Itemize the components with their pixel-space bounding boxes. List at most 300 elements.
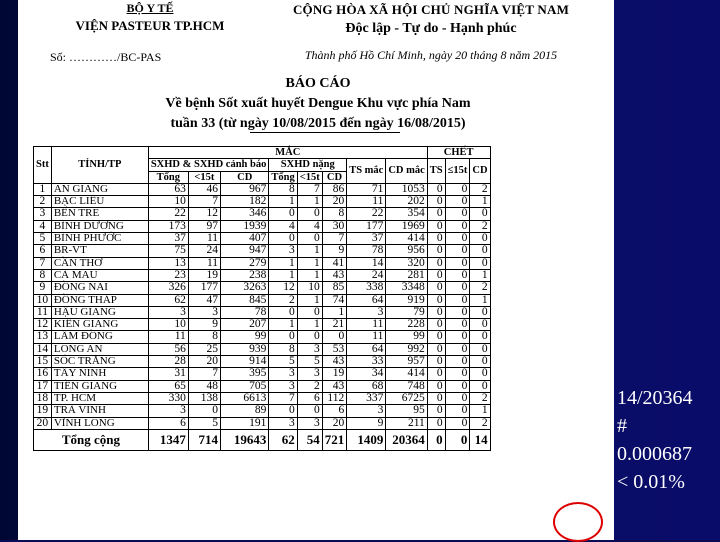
table-row xyxy=(34,417,491,429)
table-cell: 10 xyxy=(148,196,188,208)
title-line-1: BÁO CÁO xyxy=(285,76,351,91)
province-name: CÀ MAU xyxy=(51,269,148,281)
table-cell: 5 xyxy=(297,356,322,368)
table-cell: 6 xyxy=(297,392,322,404)
table-row xyxy=(34,183,491,195)
table-cell: 0 xyxy=(269,405,297,417)
row-index: 20 xyxy=(34,417,52,429)
table-row xyxy=(34,233,491,245)
table-cell: 75 xyxy=(148,245,188,257)
note-line-4: < 0.01% xyxy=(617,471,685,493)
table-cell: 5 xyxy=(188,417,220,429)
total-cell: 14 xyxy=(470,429,490,450)
table-cell: 1939 xyxy=(221,220,269,232)
note-line-3: 0.000687 xyxy=(617,443,692,465)
table-cell: 10 xyxy=(297,282,322,294)
table-row xyxy=(34,405,491,417)
table-cell: 330 xyxy=(148,392,188,404)
table-cell: 0 xyxy=(427,343,445,355)
col-ts-chet: TS xyxy=(427,159,445,184)
table-row xyxy=(34,343,491,355)
row-index: 6 xyxy=(34,245,52,257)
table-row xyxy=(34,306,491,318)
document-number: Số: …………/BC-PAS xyxy=(50,50,162,64)
table-cell: 23 xyxy=(148,269,188,281)
table-cell: 62 xyxy=(148,294,188,306)
table-cell: 0 xyxy=(322,331,347,343)
total-cell: 62 xyxy=(269,429,297,450)
table-cell: 0 xyxy=(445,405,470,417)
table-cell: 914 xyxy=(221,356,269,368)
table-cell: 11 xyxy=(347,196,386,208)
col-cd: CD xyxy=(221,171,269,183)
total-row xyxy=(34,429,491,450)
row-index: 12 xyxy=(34,319,52,331)
group-sxhd-cb: SXHD & SXHD cảnh báo xyxy=(148,159,269,171)
table-cell: 24 xyxy=(188,245,220,257)
province-name: TÂY NINH xyxy=(51,368,148,380)
total-cell: 0 xyxy=(445,429,470,450)
table-cell: 337 xyxy=(347,392,386,404)
table-cell: 0 xyxy=(427,417,445,429)
table-cell: 1 xyxy=(297,196,322,208)
province-name: LÂM ĐỒNG xyxy=(51,331,148,343)
table-cell: 0 xyxy=(470,380,490,392)
table-cell: 0 xyxy=(427,183,445,195)
table-cell: 21 xyxy=(322,319,347,331)
row-index: 18 xyxy=(34,392,52,404)
table-cell: 14 xyxy=(347,257,386,269)
row-index: 2 xyxy=(34,196,52,208)
table-cell: 3 xyxy=(269,245,297,257)
table-cell: 41 xyxy=(322,257,347,269)
table-cell: 10 xyxy=(148,319,188,331)
table-cell: 0 xyxy=(297,208,322,220)
table-cell: 0 xyxy=(297,306,322,318)
national-motto: Độc lập - Tự do - Hạnh phúc xyxy=(345,21,517,36)
table-row xyxy=(34,331,491,343)
table-cell: 63 xyxy=(148,183,188,195)
table-cell: 11 xyxy=(148,331,188,343)
table-cell: 992 xyxy=(386,343,427,355)
table-cell: 78 xyxy=(347,245,386,257)
table-cell: 0 xyxy=(427,405,445,417)
total-cell: 19643 xyxy=(221,429,269,450)
table-row xyxy=(34,282,491,294)
table-cell: 1053 xyxy=(386,183,427,195)
province-name: AN GIANG xyxy=(51,183,148,195)
table-cell: 89 xyxy=(221,405,269,417)
table-cell: 0 xyxy=(470,245,490,257)
province-name: ĐỒNG NAI xyxy=(51,282,148,294)
table-cell: 0 xyxy=(269,306,297,318)
table-cell: 0 xyxy=(427,294,445,306)
col-province: TỈNH/TP xyxy=(51,147,148,184)
table-row xyxy=(34,380,491,392)
table-row xyxy=(34,257,491,269)
table-cell: 939 xyxy=(221,343,269,355)
col-tong-nang: Tổng xyxy=(269,171,297,183)
table-cell: 12 xyxy=(269,282,297,294)
table-cell: 97 xyxy=(188,220,220,232)
table-cell: 0 xyxy=(445,368,470,380)
col-lt15: <15t xyxy=(188,171,220,183)
table-cell: 0 xyxy=(427,380,445,392)
table-cell: 33 xyxy=(347,356,386,368)
col-cd-mac: CD mắc xyxy=(386,159,427,184)
table-cell: 0 xyxy=(188,405,220,417)
table-cell: 79 xyxy=(386,306,427,318)
table-cell: 0 xyxy=(269,208,297,220)
table-cell: 138 xyxy=(188,392,220,404)
table-cell: 0 xyxy=(445,208,470,220)
table-cell: 3 xyxy=(297,343,322,355)
table-cell: 0 xyxy=(470,306,490,318)
province-name: BẾN TRE xyxy=(51,208,148,220)
table-cell: 2 xyxy=(269,294,297,306)
col-lt15-nang: <15t xyxy=(297,171,322,183)
row-index: 9 xyxy=(34,282,52,294)
row-index: 14 xyxy=(34,343,52,355)
table-cell: 919 xyxy=(386,294,427,306)
table-cell: 3348 xyxy=(386,282,427,294)
table-cell: 11 xyxy=(188,257,220,269)
table-cell: 37 xyxy=(347,233,386,245)
table-cell: 845 xyxy=(221,294,269,306)
table-cell: 30 xyxy=(322,220,347,232)
side-note xyxy=(617,384,693,496)
table-cell: 0 xyxy=(445,306,470,318)
highlight-circle xyxy=(553,502,603,542)
table-row xyxy=(34,356,491,368)
table-cell: 7 xyxy=(322,233,347,245)
table-cell: 99 xyxy=(386,331,427,343)
table-cell: 0 xyxy=(445,380,470,392)
table-cell: 8 xyxy=(269,343,297,355)
table-cell: 1 xyxy=(269,257,297,269)
table-cell: 3 xyxy=(347,405,386,417)
table-cell: 0 xyxy=(470,343,490,355)
table-cell: 0 xyxy=(445,183,470,195)
table-cell: 0 xyxy=(297,331,322,343)
table-row xyxy=(34,294,491,306)
table-cell: 0 xyxy=(427,208,445,220)
table-cell: 967 xyxy=(221,183,269,195)
table-cell: 1 xyxy=(470,294,490,306)
table-cell: 0 xyxy=(470,233,490,245)
note-line-1: 14/20364 xyxy=(617,387,693,409)
table-cell: 71 xyxy=(347,183,386,195)
table-cell: 20 xyxy=(188,356,220,368)
col-stt: Stt xyxy=(34,147,52,184)
table-cell: 74 xyxy=(322,294,347,306)
table-cell: 173 xyxy=(148,220,188,232)
table-cell: 3 xyxy=(269,417,297,429)
col-cd-nang: CD xyxy=(322,171,347,183)
header-left xyxy=(40,0,260,64)
table-cell: 13 xyxy=(148,257,188,269)
table-cell: 0 xyxy=(427,245,445,257)
table-cell: 354 xyxy=(386,208,427,220)
table-row xyxy=(34,245,491,257)
table-cell: 0 xyxy=(297,405,322,417)
table-row xyxy=(34,392,491,404)
table-cell: 1 xyxy=(269,196,297,208)
table-cell: 414 xyxy=(386,368,427,380)
header-right xyxy=(266,0,596,65)
table-cell: 6613 xyxy=(221,392,269,404)
table-cell: 8 xyxy=(188,331,220,343)
row-index: 13 xyxy=(34,331,52,343)
table-cell: 0 xyxy=(445,343,470,355)
table-cell: 0 xyxy=(427,196,445,208)
row-index: 17 xyxy=(34,380,52,392)
table-cell: 4 xyxy=(269,220,297,232)
table-cell: 957 xyxy=(386,356,427,368)
col-cd-chet: CD xyxy=(470,159,490,184)
table-cell: 0 xyxy=(445,319,470,331)
table-cell: 0 xyxy=(427,282,445,294)
table-cell: 0 xyxy=(427,319,445,331)
table-cell: 414 xyxy=(386,233,427,245)
table-cell: 7 xyxy=(269,392,297,404)
table-cell: 48 xyxy=(188,380,220,392)
table-cell: 1 xyxy=(470,405,490,417)
province-name: CẦN THƠ xyxy=(51,257,148,269)
table-cell: 47 xyxy=(188,294,220,306)
table-row xyxy=(34,196,491,208)
table-cell: 0 xyxy=(427,331,445,343)
table-cell: 34 xyxy=(347,368,386,380)
table-cell: 20 xyxy=(322,196,347,208)
table-cell: 43 xyxy=(322,269,347,281)
ministry-name: BỘ Y TẾ xyxy=(126,1,174,15)
table-cell: 191 xyxy=(221,417,269,429)
col-ts-mac: TS mắc xyxy=(347,159,386,184)
total-cell: 1409 xyxy=(347,429,386,450)
table-cell: 6 xyxy=(148,417,188,429)
table-row xyxy=(34,269,491,281)
table-cell: 0 xyxy=(470,368,490,380)
table-cell: 11 xyxy=(347,319,386,331)
row-index: 7 xyxy=(34,257,52,269)
table-cell: 338 xyxy=(347,282,386,294)
table-cell: 0 xyxy=(445,282,470,294)
table-cell: 0 xyxy=(427,220,445,232)
table-cell: 25 xyxy=(188,343,220,355)
table-cell: 3 xyxy=(269,368,297,380)
table-cell: 182 xyxy=(221,196,269,208)
table-cell: 3 xyxy=(269,380,297,392)
table-cell: 4 xyxy=(297,220,322,232)
table-cell: 6 xyxy=(322,405,347,417)
table-row xyxy=(34,220,491,232)
province-name: BÌNH DƯƠNG xyxy=(51,220,148,232)
row-index: 5 xyxy=(34,233,52,245)
table-cell: 0 xyxy=(445,392,470,404)
table-cell: 0 xyxy=(427,392,445,404)
table-cell: 407 xyxy=(221,233,269,245)
table-cell: 0 xyxy=(445,269,470,281)
table-cell: 28 xyxy=(148,356,188,368)
title-divider xyxy=(250,132,400,133)
row-index: 19 xyxy=(34,405,52,417)
col-le15-chet: ≤15t xyxy=(445,159,470,184)
institute-name: VIỆN PASTEUR TP.HCM xyxy=(75,18,225,33)
table-cell: 1 xyxy=(297,269,322,281)
table-cell: 0 xyxy=(470,331,490,343)
table-cell: 1 xyxy=(269,269,297,281)
table-cell: 0 xyxy=(297,233,322,245)
table-cell: 0 xyxy=(445,417,470,429)
table-cell: 7 xyxy=(188,196,220,208)
table-cell: 7 xyxy=(188,368,220,380)
group-chet: CHẾT xyxy=(427,147,490,159)
table-cell: 395 xyxy=(221,368,269,380)
province-name: SÓC TRĂNG xyxy=(51,356,148,368)
province-name: HẬU GIANG xyxy=(51,306,148,318)
table-cell: 0 xyxy=(445,196,470,208)
table-cell: 0 xyxy=(269,331,297,343)
province-name: ĐỒNG THÁP xyxy=(51,294,148,306)
province-name: KIÊN GIANG xyxy=(51,319,148,331)
table-row xyxy=(34,208,491,220)
table-cell: 320 xyxy=(386,257,427,269)
total-cell: 714 xyxy=(188,429,220,450)
row-index: 4 xyxy=(34,220,52,232)
province-name: BẠC LIÊU xyxy=(51,196,148,208)
table-cell: 9 xyxy=(322,245,347,257)
table-cell: 1 xyxy=(322,306,347,318)
table-cell: 326 xyxy=(148,282,188,294)
table-cell: 705 xyxy=(221,380,269,392)
table-cell: 0 xyxy=(470,208,490,220)
table-cell: 0 xyxy=(427,306,445,318)
total-label: Tổng cộng xyxy=(34,429,149,450)
table-cell: 0 xyxy=(445,220,470,232)
table-cell: 86 xyxy=(322,183,347,195)
table-cell: 64 xyxy=(347,343,386,355)
table-cell: 5 xyxy=(269,356,297,368)
table-cell: 2 xyxy=(470,220,490,232)
table-cell: 0 xyxy=(470,257,490,269)
table-cell: 11 xyxy=(347,331,386,343)
table-cell: 2 xyxy=(470,417,490,429)
table-cell: 1 xyxy=(297,294,322,306)
province-name: BÌNH PHƯỚC xyxy=(51,233,148,245)
group-sxhd-nang: SXHD nặng xyxy=(269,159,347,171)
table-cell: 19 xyxy=(322,368,347,380)
table-cell: 3 xyxy=(297,368,322,380)
title-line-2: Về bệnh Sốt xuất huyết Dengue Khu vực phía Nam xyxy=(165,96,471,111)
province-name: TP. HCM xyxy=(51,392,148,404)
table-cell: 6725 xyxy=(386,392,427,404)
total-cell: 54 xyxy=(297,429,322,450)
table-cell: 3263 xyxy=(221,282,269,294)
table-cell: 78 xyxy=(221,306,269,318)
total-cell: 721 xyxy=(322,429,347,450)
col-tong: Tổng xyxy=(148,171,188,183)
row-index: 16 xyxy=(34,368,52,380)
row-index: 10 xyxy=(34,294,52,306)
table-cell: 2 xyxy=(470,183,490,195)
report-date: Thành phố Hồ Chí Minh, ngày 20 tháng 8 năm 2015 xyxy=(304,48,558,62)
total-cell: 1347 xyxy=(148,429,188,450)
table-cell: 3 xyxy=(148,306,188,318)
table-cell: 1 xyxy=(470,269,490,281)
table-row xyxy=(34,368,491,380)
table-cell: 238 xyxy=(221,269,269,281)
report-title xyxy=(118,74,518,134)
table-cell: 53 xyxy=(322,343,347,355)
table-cell: 3 xyxy=(188,306,220,318)
table-cell: 64 xyxy=(347,294,386,306)
table-cell: 85 xyxy=(322,282,347,294)
dengue-report-table xyxy=(33,146,491,451)
table-cell: 43 xyxy=(322,380,347,392)
table-cell: 99 xyxy=(221,331,269,343)
row-index: 8 xyxy=(34,269,52,281)
table-cell: 0 xyxy=(427,269,445,281)
table-cell: 0 xyxy=(427,233,445,245)
table-cell: 0 xyxy=(427,368,445,380)
table-cell: 37 xyxy=(148,233,188,245)
table-cell: 202 xyxy=(386,196,427,208)
table-cell: 65 xyxy=(148,380,188,392)
table-cell: 0 xyxy=(445,257,470,269)
total-cell: 20364 xyxy=(386,429,427,450)
table-cell: 2 xyxy=(470,282,490,294)
table-cell: 0 xyxy=(470,319,490,331)
table-cell: 3 xyxy=(148,405,188,417)
table-cell: 68 xyxy=(347,380,386,392)
table-cell: 1 xyxy=(297,257,322,269)
province-name: LONG AN xyxy=(51,343,148,355)
table-cell: 1 xyxy=(470,196,490,208)
table-cell: 0 xyxy=(445,331,470,343)
table-cell: 3 xyxy=(347,306,386,318)
row-index: 1 xyxy=(34,183,52,195)
table-cell: 31 xyxy=(148,368,188,380)
table-cell: 1 xyxy=(269,319,297,331)
province-name: TRÀ VINH xyxy=(51,405,148,417)
table-cell: 748 xyxy=(386,380,427,392)
table-cell: 56 xyxy=(148,343,188,355)
table-cell: 2 xyxy=(470,392,490,404)
table-cell: 9 xyxy=(347,417,386,429)
table-cell: 177 xyxy=(347,220,386,232)
table-cell: 346 xyxy=(221,208,269,220)
table-cell: 2 xyxy=(297,380,322,392)
table-cell: 95 xyxy=(386,405,427,417)
table-cell: 177 xyxy=(188,282,220,294)
republic-name: CỘNG HÒA XÃ HỘI CHỦ NGHĨA VIỆT NAM xyxy=(292,2,570,17)
row-index: 3 xyxy=(34,208,52,220)
table-cell: 1 xyxy=(297,319,322,331)
table-cell: 279 xyxy=(221,257,269,269)
table-cell: 0 xyxy=(427,356,445,368)
table-cell: 1 xyxy=(297,245,322,257)
table-cell: 947 xyxy=(221,245,269,257)
row-index: 11 xyxy=(34,306,52,318)
province-name: VĨNH LONG xyxy=(51,417,148,429)
table-cell: 22 xyxy=(347,208,386,220)
table-cell: 22 xyxy=(148,208,188,220)
table-cell: 9 xyxy=(188,319,220,331)
table-cell: 8 xyxy=(322,208,347,220)
table-cell: 956 xyxy=(386,245,427,257)
table-cell: 0 xyxy=(470,356,490,368)
